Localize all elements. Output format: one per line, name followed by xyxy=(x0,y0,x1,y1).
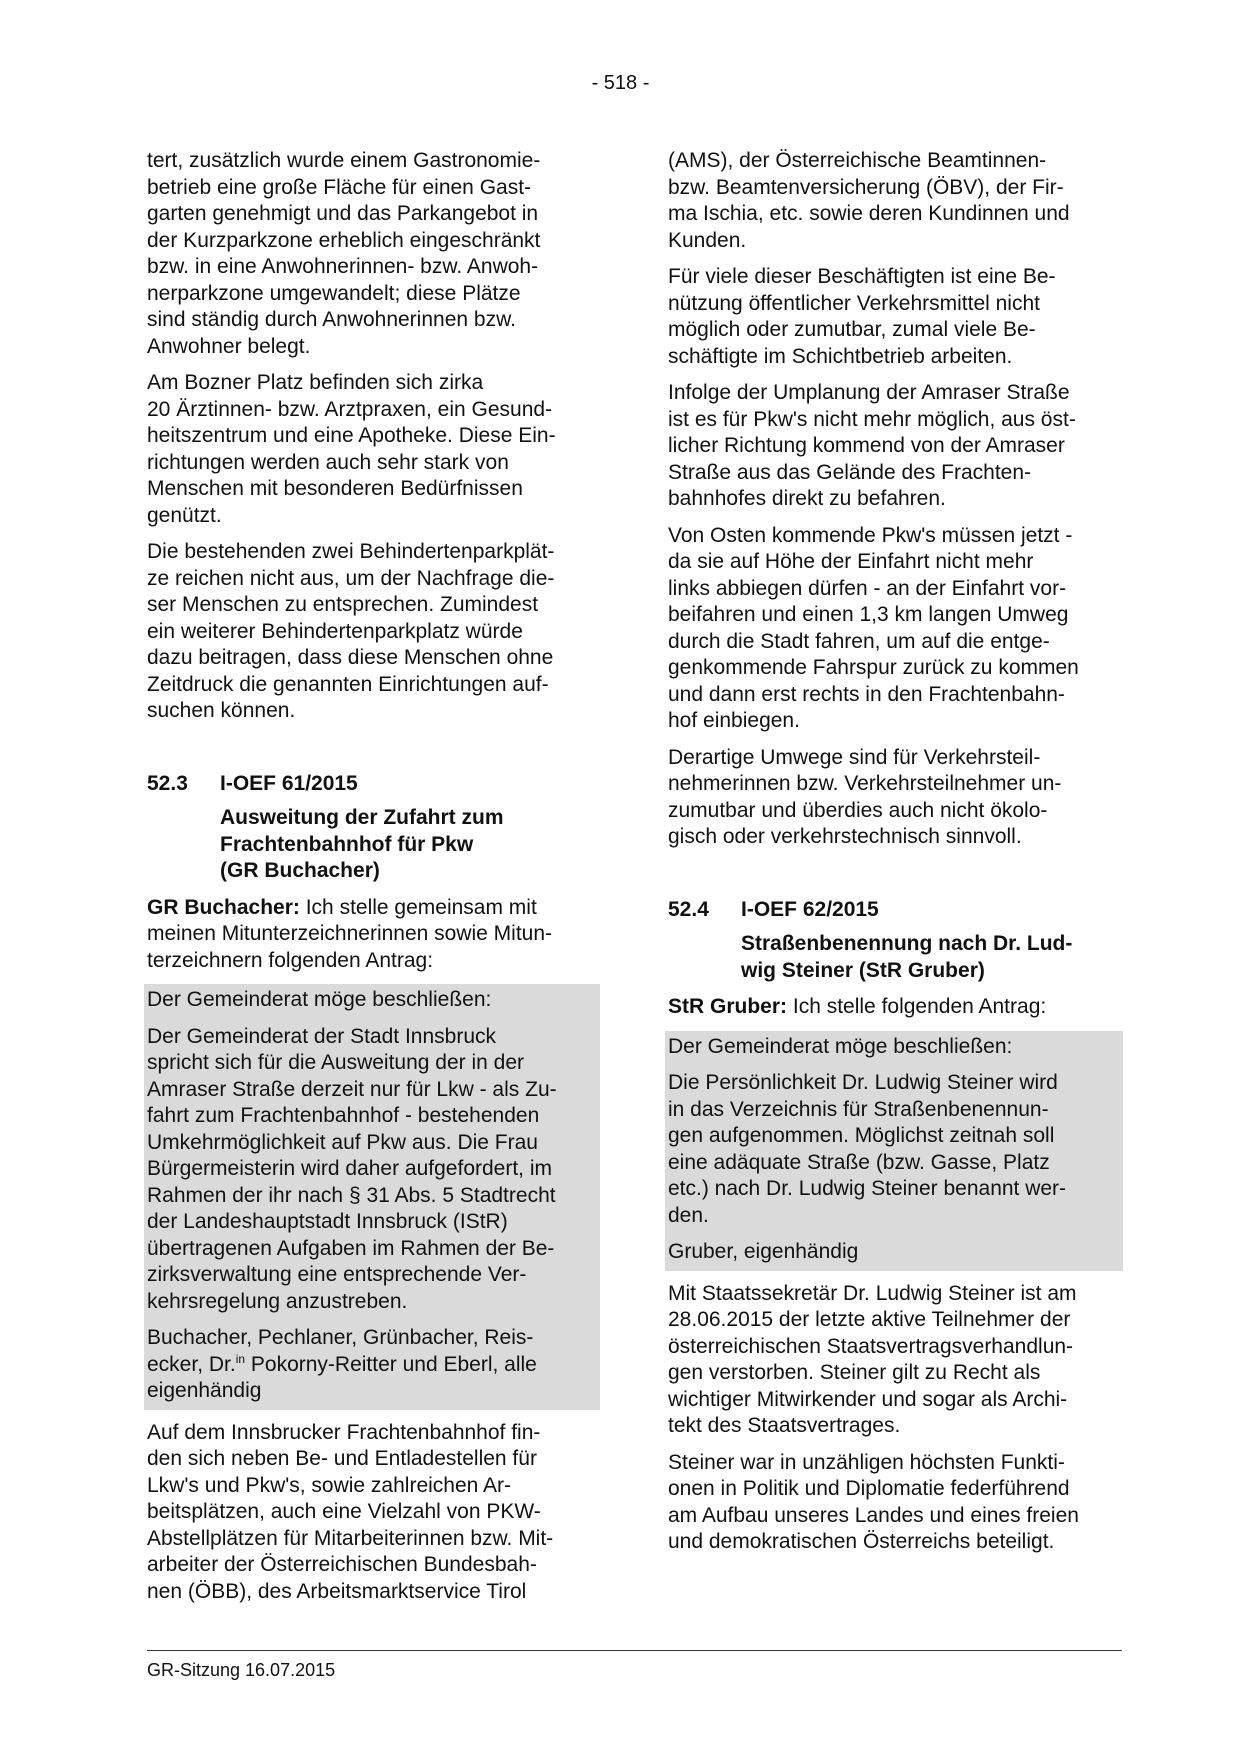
paragraph: Steiner war in unzähligen höchsten Funkti- onen in Politik und Diplomatie federführend am Aufbau unseres Landes und eines freien und demokratischen Österreichs beteiligt. xyxy=(668,1450,1079,1553)
signers-line: Pokorny-Reitter und Eberl, alle xyxy=(245,1352,537,1376)
left-column xyxy=(147,148,600,1615)
speaker-paragraph xyxy=(668,994,1123,1021)
footer-text: GR-Sitzung 16.07.2015 xyxy=(147,1660,336,1680)
speaker-name: GR Buchacher: xyxy=(147,895,300,919)
motion-signers xyxy=(147,1325,597,1405)
signers-line: ecker, Dr. xyxy=(147,1352,236,1376)
paragraph: Die bestehenden zwei Behindertenparkplät- ze reichen nicht aus, um der Nachfrage die- ser Menschen zu entsprechen. Zumindest ein weiterer Behindertenparkplatz würde dazu beitragen, dass diese Menschen ohne Zeitdruck die genannten Einrichtungen auf- suchen können. xyxy=(147,540,555,722)
section-number: 52.4 xyxy=(668,897,709,921)
motion-intro: Der Gemeinderat möge beschließen: xyxy=(147,988,492,1011)
paragraph: Für viele dieser Beschäftigten ist eine Be- nützung öffentlicher Verkehrsmittel nicht möglich oder zumutbar, zumal viele Be- schäftigte im Schichtbetrieb arbeiten. xyxy=(668,265,1056,368)
paragraph: tert, zusätzlich wurde einem Gastronomie- betrieb eine große Fläche für einen Gast- garten genehmigt und das Parkangebot in der Kurzparkzone erheblich eingeschränkt bzw. in eine Anwohnerinnen- bzw. Anwoh- nerparkzone umgewandelt; diese Plätze sind ständig durch Anwohnerinnen bzw. Anwohner belegt. xyxy=(147,149,541,358)
motion-body: Der Gemeinderat der Stadt Innsbruck spricht sich für die Ausweitung der in der Amraser Straße derzeit nur für Lkw - als Zu- fahrt zum Frachtenbahnhof - bestehenden Umkehrmöglichkeit auf Pkw aus. Die Frau Bürgermeisterin wird daher aufgefordert, im Rahmen der ihr nach § 31 Abs. 5 Stadtrecht der Landeshauptstadt Innsbruck (IStR) übertragenen Aufgaben im Rahmen der Be- zirksverwaltung eine entsprechende Ver- kehrsregelung anzustreben. xyxy=(147,1024,557,1313)
paragraph: (AMS), der Österreichische Beamtinnen- bzw. Beamtenversicherung (ÖBV), der Fir- ma Ischia, etc. sowie deren Kundinnen und Kunden. xyxy=(668,149,1070,252)
motion-intro: Der Gemeinderat möge beschließen: xyxy=(668,1034,1013,1058)
section-number: 52.3 xyxy=(147,771,188,795)
signers-line: eigenhändig xyxy=(147,1379,262,1402)
motion-body: Die Persönlichkeit Dr. Ludwig Steiner wird in das Verzeichnis für Straßenbenennun- gen aufgenommen. Möglichst zeitnah soll eine adäquate Straße (bzw. Gasse, Platz etc.) nach Dr. Ludwig Steiner benannt wer- den. xyxy=(668,1071,1067,1227)
section-title: Ausweitung der Zufahrt zum Frachtenbahnhof für Pkw (GR Buchacher) xyxy=(220,806,504,882)
speaker-text: Ich stelle gemeinsam mit meinen Mitunterzeichnerinnen sowie Mitun- terzeichnern folgenden Antrag: xyxy=(147,895,553,972)
motion-signers: Gruber, eigenhändig xyxy=(668,1240,859,1263)
motion-box xyxy=(665,1031,1123,1271)
speaker-name: StR Gruber: xyxy=(668,995,788,1018)
motion-box xyxy=(144,984,600,1410)
speaker-text: Ich stelle folgenden Antrag: xyxy=(792,995,1047,1018)
page-number: - 518 - xyxy=(591,72,650,94)
right-column xyxy=(668,148,1123,1566)
paragraph: Derartige Umwege sind für Verkehrsteil- nehmerinnen bzw. Verkehrsteilnehmer un- zumutbar und überdies auch nicht ökolo- gisch oder verkehrstechnisch sinnvoll. xyxy=(668,745,1062,848)
section-heading xyxy=(668,897,1123,924)
speaker-paragraph xyxy=(147,895,600,975)
paragraph: Infolge der Umplanung der Amraser Straße ist es für Pkw's nicht mehr möglich, aus öst- licher Richtung kommend von der Amraser Straße aus das Gelände des Frachten- bahnhofes direkt zu befahren. xyxy=(668,381,1076,510)
section-title: Straßenbenennung nach Dr. Lud- wig Steiner (StR Gruber) xyxy=(741,932,1073,982)
section-code: I-OEF 62/2015 xyxy=(741,897,879,921)
paragraph: Von Osten kommende Pkw's müssen jetzt - da sie auf Höhe der Einfahrt nicht mehr links abbiegen dürfen - an der Einfahrt vor- beifahren und einen 1,3 km langen Umweg durch die Stadt fahren, um auf die entge- genkommende Fahrspur zurück zu kommen und dann erst rechts in den Frachtenbahn- hof einbiegen. xyxy=(668,523,1079,732)
section-code: I-OEF 61/2015 xyxy=(220,771,358,795)
signers-line: Buchacher, Pechlaner, Grünbacher, Reis- xyxy=(147,1326,534,1349)
paragraph: Mit Staatssekretär Dr. Ludwig Steiner ist am 28.06.2015 der letzte aktive Teilnehmer der österreichischen Staatsvertragsverhandlun- gen verstorben. Steiner gilt zu Recht als wichtiger Mitwirkender und sogar als Archi- tekt des Staatsvertrages. xyxy=(668,1281,1077,1437)
footer-divider xyxy=(147,1650,1122,1651)
paragraph: Auf dem Innsbrucker Frachtenbahnhof fin- den sich neben Be- und Entladestellen für Lkw's und Pkw's, sowie zahlreichen Ar- beitsplätzen, auch eine Vielzahl von PKW- Abstellplätzen für Mitarbeiterinnen bzw. Mit- arbeiter der Österreichischen Bundesbah- nen (ÖBB), des Arbeitsmarktservice Tirol xyxy=(147,1420,554,1603)
superscript: in xyxy=(235,1351,246,1366)
paragraph: Am Bozner Platz befinden sich zirka 20 Ärztinnen- bzw. Arztpraxen, ein Gesund- heitszentrum und eine Apotheke. Diese Ein- richtungen werden auch sehr stark von Menschen mit besonderen Bedürfnissen genützt. xyxy=(147,371,556,527)
section-heading xyxy=(147,771,600,798)
